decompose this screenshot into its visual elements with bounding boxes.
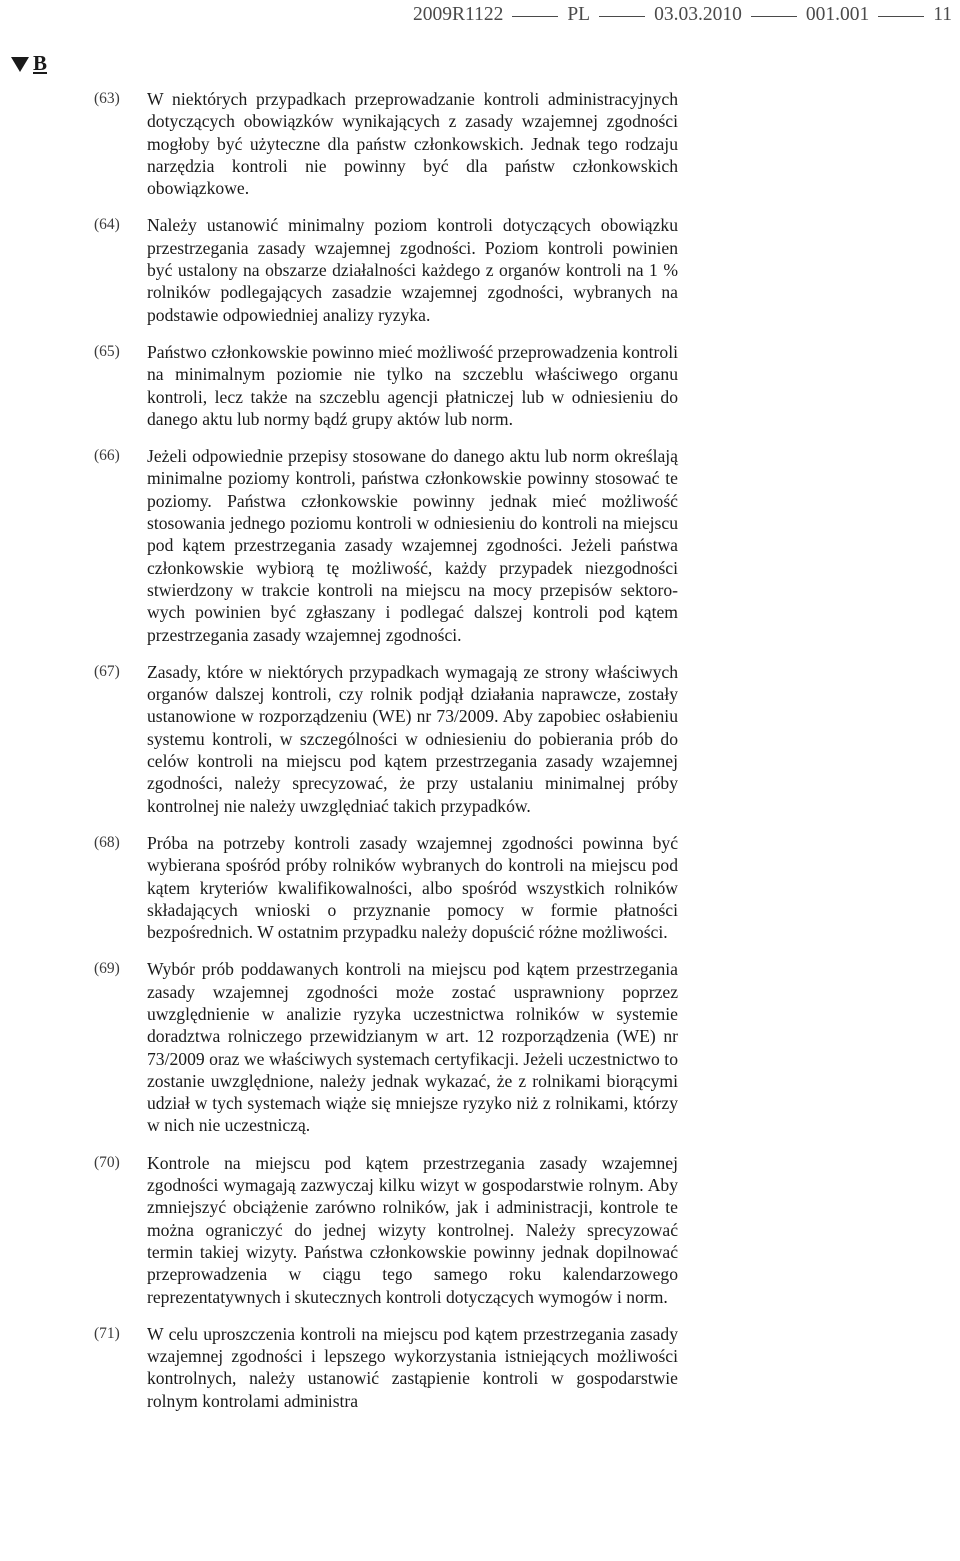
recital-text: Zasady, które w niektórych przypadkach wymagają ze strony właściwych organów dalszej kontroli, czy rolnik podjął działania naprawcze, zostały ustanowione w rozporządzeniu (WE) nr 73/2009. Aby zapobiec osłabieniu systemu kontroli, w szczególności w odniesieniu do pobierania prób do celów kontroli na miejscu pod kątem przestrzegania zasady wzajemnej zgodności, należy sprecyzować, że przy ustalaniu minimalnej próby kontrolnej nie należy uwzględniać takich przypadków.: [147, 661, 678, 816]
page-header: [413, 0, 952, 30]
recital-text: Państwo członkowskie powinno mieć możliwość przeprowadzenia kontroli na minimalnym poziomie nie tylko na szczeblu właściwego organu kontroli, lecz także na szczeblu agencji płatniczej lub w odniesieniu do danego aktu lub normy bądź grupy aktów lub norm.: [147, 341, 678, 429]
page-number: 11: [933, 4, 952, 25]
recital-65: [94, 341, 678, 430]
recital-number: (71): [94, 1324, 120, 1342]
recital-63: [94, 88, 678, 199]
header-dash: [599, 16, 645, 17]
doc-version: 001.001: [805, 4, 870, 25]
recital-number: (69): [94, 960, 120, 978]
doc-language: PL: [567, 4, 591, 25]
header-dash: [512, 16, 558, 17]
recital-text: Jeżeli odpowiednie przepisy stosowane do danego aktu lub norm określają minimalne poziomy kontroli, państwa członkowskie powinny stosować te poziomy. Państwa członkowskie powinny jednak mieć możliwość stosowania jednego poziomu kontroli w odniesieniu do kontroli na miejscu pod kątem przestrzegania zasady wzajemnej zgodności. Jeżeli państwa członkowskie wybiorą tę możliwość, każdy przypadek niezgodności stwierdzony w trakcie kontroli na miejscu na mocy przepisów sektorowych powinien być zgłaszany i podlegać dalszej kontroli pod kątem przestrzegania zasady wzajemnej zgodności.: [147, 446, 678, 645]
recital-text: Kontrole na miejscu pod kątem przestrzegania zasady wzajemnej zgodności wymagają zazwyczaj kilku wizyt w gospodarstwie rolnym. Aby zmniejszyć obciążenie zarówno rolników, jak i administracji, kontrole te można ograniczyć do jednej wizyty kontrolnej. Należy sprecyzować termin takiej wizyty. Państwa członkowskie powinny jednak dopilnować przeprowadzenia w ciągu tego samego roku kalendarzowego reprezentatywnych i skutecznych kontroli dotyczących wymogów i norm.: [147, 1152, 678, 1307]
recital-number: (67): [94, 662, 120, 680]
recital-text: W celu uproszczenia kontroli na miejscu pod kątem przestrzegania zasady wzajemnej zgodności i lepszego wykorzystania istniejących możliwości kontrolnych, należy ustanowić zastąpienie kontroli w gospodarstwie rolnym kontrolami administra: [147, 1323, 678, 1411]
header-dash: [878, 16, 924, 17]
recital-number: (65): [94, 342, 120, 360]
recital-71: [94, 1323, 678, 1412]
recital-text: Próba na potrzeby kontroli zasady wzajemnej zgodności powinna być wybierana spośród próby rolników wybranych do kontroli na miejscu pod kątem kryteriów kwalifikowalności, albo spośród wszystkich rolników składających wnioski o przyznanie pomocy w formie płatności bezpośrednich. W ostatnim przypadku należy dopuścić różne możliwości.: [147, 832, 678, 943]
recital-text: W niektórych przypadkach przeprowadzanie kontroli administracyjnych dotyczących obowiązków wynikających z zasady wzajemnej zgodności mogłoby być użyteczne dla państw członkowskich. Jednak tego rodzaju narzędzia kontroli nie powinny być dla państw członkowskich obowiązkowe.: [147, 89, 678, 199]
recital-text: Wybór prób poddawanych kontroli na miejscu pod kątem przestrzegania zasady wzajemnej zgodności może zostać usprawniony poprzez uwzględnienie w analizie ryzyka uczestnictwa rolników w systemie doradztwa rolniczego przewidzianym w art. 12 rozporządzenia (WE) nr 73/2009 oraz we właściwych systemach certyfikacji. Jeżeli uczestnictwo to zostanie uwzględnione, należy jednak wykazać, że z rolnikami biorącymi udział w tych systemach wiąże się mniejsze ryzyko niż z rolnikami, którzy w nich nie uczestniczą.: [147, 959, 678, 1136]
recital-70: [94, 1152, 678, 1308]
recital-number: (64): [94, 216, 120, 234]
doc-reference: 2009R1122: [413, 4, 504, 25]
doc-date: 03.03.2010: [654, 4, 742, 25]
recital-66: [94, 445, 678, 646]
recital-69: [94, 958, 678, 1136]
triangle-down-icon: [11, 57, 29, 72]
recital-64: [94, 214, 678, 325]
recital-number: (63): [94, 90, 120, 107]
recital-number: (66): [94, 447, 120, 465]
recital-text: Należy ustanowić minimalny poziom kontroli dotyczących obowiązku przestrzegania zasady wzajemnej zgodności. Poziom kontroli powinien być ustalony na obszarze działalności każdego z organów kontroli na 1 % rolników podlegających zasadzie wzajemnej zgodności, wybranych na podstawie odpowiedniej analizy ryzyka.: [147, 215, 678, 325]
recital-67: [94, 661, 678, 817]
recitals-list: [94, 88, 678, 1427]
recital-number: (70): [94, 1153, 120, 1171]
header-dash: [751, 16, 797, 17]
recital-68: [94, 832, 678, 943]
amendment-label: B: [33, 51, 48, 75]
amendment-marker: [11, 51, 47, 76]
recital-number: (68): [94, 833, 120, 851]
